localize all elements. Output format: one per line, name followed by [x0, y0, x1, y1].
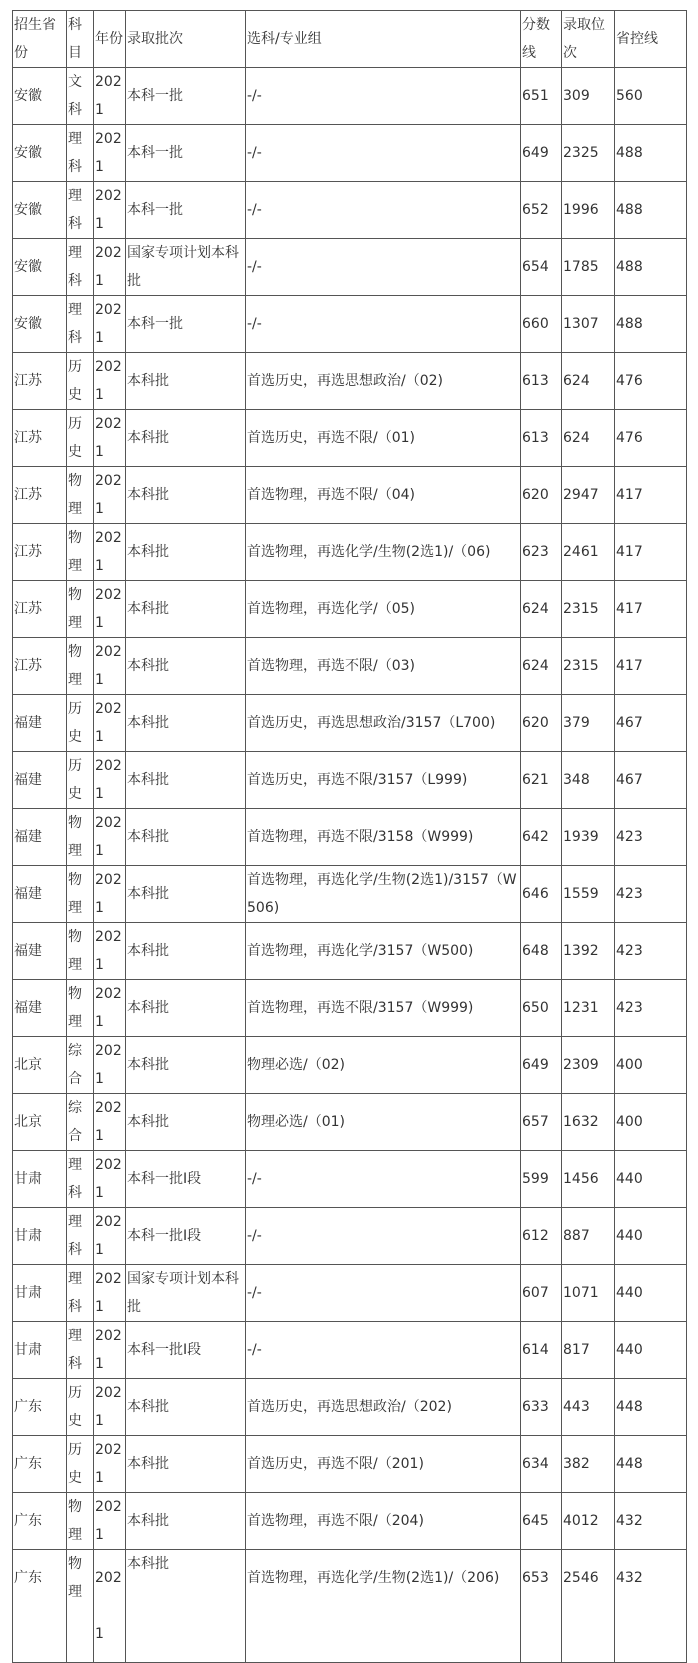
cell-batch: 国家专项计划本科批 — [126, 1265, 246, 1322]
cell-subject-group: 首选历史，再选不限/3157（L999) — [246, 752, 521, 809]
cell-provincial-control-line: 417 — [615, 638, 687, 695]
cell-year: 2021 — [94, 1265, 126, 1322]
cell-batch: 本科一批 — [126, 182, 246, 239]
cell-subject-group: 首选历史，再选不限/（201) — [246, 1436, 521, 1493]
cell-province: 甘肃 — [13, 1151, 67, 1208]
table-row — [13, 923, 687, 980]
cell-subject-group: -/- — [246, 1265, 521, 1322]
cell-provincial-control-line: 423 — [615, 980, 687, 1037]
cell-rank: 2315 — [562, 638, 615, 695]
table-row — [13, 68, 687, 125]
cell-year: 2021 — [94, 581, 126, 638]
cell-year: 2021 — [94, 68, 126, 125]
cell-provincial-control-line: 448 — [615, 1379, 687, 1436]
cell-subject-group: 首选物理，再选不限/（04) — [246, 467, 521, 524]
cell-province: 安徽 — [13, 182, 67, 239]
cell-year: 2021 — [94, 1436, 126, 1493]
cell-score-line: 612 — [521, 1208, 562, 1265]
cell-provincial-control-line: 440 — [615, 1151, 687, 1208]
cell-subject: 文科 — [67, 68, 94, 125]
table-row — [13, 467, 687, 524]
cell-subject-group: 首选历史，再选思想政治/（202) — [246, 1379, 521, 1436]
cell-subject-group: 首选历史，再选思想政治/（02) — [246, 353, 521, 410]
table-row — [13, 1094, 687, 1151]
cell-subject: 历史 — [67, 1436, 94, 1493]
cell-province: 江苏 — [13, 524, 67, 581]
table-row — [13, 1322, 687, 1379]
cell-score-line: 642 — [521, 809, 562, 866]
cell-year: 2021 — [94, 1379, 126, 1436]
cell-batch: 本科一批 — [126, 125, 246, 182]
cell-subject-group: 物理必选/（01) — [246, 1094, 521, 1151]
cell-batch: 本科批 — [126, 809, 246, 866]
cell-subject-group: -/- — [246, 1151, 521, 1208]
header-subject: 科目 — [67, 11, 94, 68]
cell-score-line: 621 — [521, 752, 562, 809]
cell-year: 2021 — [94, 1493, 126, 1550]
cell-batch: 本科批 — [126, 467, 246, 524]
cell-year: 2021 — [94, 1151, 126, 1208]
cell-provincial-control-line: 488 — [615, 296, 687, 353]
cell-provincial-control-line: 423 — [615, 923, 687, 980]
cell-subject-group: -/- — [246, 1322, 521, 1379]
cell-subject: 理科 — [67, 239, 94, 296]
table-row — [13, 581, 687, 638]
cell-province: 安徽 — [13, 296, 67, 353]
cell-rank: 309 — [562, 68, 615, 125]
cell-year: 2021 — [94, 182, 126, 239]
header-score-line: 分数线 — [521, 11, 562, 68]
cell-provincial-control-line: 448 — [615, 1436, 687, 1493]
cell-year: 2021 — [94, 1550, 126, 1663]
cell-score-line: 599 — [521, 1151, 562, 1208]
cell-province: 江苏 — [13, 638, 67, 695]
cell-subject: 历史 — [67, 752, 94, 809]
cell-batch: 本科批 — [126, 923, 246, 980]
cell-subject-group: -/- — [246, 296, 521, 353]
cell-rank: 1307 — [562, 296, 615, 353]
cell-score-line: 649 — [521, 1037, 562, 1094]
cell-score-line: 620 — [521, 695, 562, 752]
cell-province: 江苏 — [13, 467, 67, 524]
cell-subject: 物理 — [67, 866, 94, 923]
cell-province: 福建 — [13, 866, 67, 923]
cell-province: 安徽 — [13, 68, 67, 125]
cell-batch: 本科批 — [126, 695, 246, 752]
cell-province: 福建 — [13, 980, 67, 1037]
table-row — [13, 1493, 687, 1550]
cell-rank: 817 — [562, 1322, 615, 1379]
table-row — [13, 1436, 687, 1493]
table-row — [13, 1550, 687, 1663]
table-row — [13, 752, 687, 809]
cell-subject: 物理 — [67, 467, 94, 524]
cell-score-line: 634 — [521, 1436, 562, 1493]
cell-rank: 1632 — [562, 1094, 615, 1151]
cell-province: 福建 — [13, 809, 67, 866]
cell-subject-group: 首选历史，再选不限/（01) — [246, 410, 521, 467]
cell-provincial-control-line: 488 — [615, 125, 687, 182]
cell-score-line: 645 — [521, 1493, 562, 1550]
cell-batch: 本科批 — [126, 1436, 246, 1493]
cell-batch: 本科批 — [126, 752, 246, 809]
table-row — [13, 410, 687, 467]
cell-score-line: 614 — [521, 1322, 562, 1379]
cell-batch: 本科一批 — [126, 296, 246, 353]
cell-province: 江苏 — [13, 353, 67, 410]
cell-batch: 本科批 — [126, 410, 246, 467]
cell-rank: 379 — [562, 695, 615, 752]
cell-rank: 1231 — [562, 980, 615, 1037]
cell-subject: 物理 — [67, 980, 94, 1037]
header-subject-group: 选科/专业组 — [246, 11, 521, 68]
cell-rank: 1559 — [562, 866, 615, 923]
cell-subject: 物理 — [67, 923, 94, 980]
cell-provincial-control-line: 423 — [615, 866, 687, 923]
header-batch: 录取批次 — [126, 11, 246, 68]
cell-year: 2021 — [94, 866, 126, 923]
cell-year: 2021 — [94, 239, 126, 296]
cell-batch: 本科批 — [126, 1550, 246, 1663]
cell-score-line: 652 — [521, 182, 562, 239]
table-row — [13, 638, 687, 695]
table-header-row — [13, 11, 687, 68]
cell-rank: 1939 — [562, 809, 615, 866]
cell-batch: 本科批 — [126, 1037, 246, 1094]
cell-year: 2021 — [94, 638, 126, 695]
cell-rank: 2947 — [562, 467, 615, 524]
cell-year: 2021 — [94, 1094, 126, 1151]
cell-year: 2021 — [94, 923, 126, 980]
cell-rank: 1071 — [562, 1265, 615, 1322]
cell-subject: 综合 — [67, 1037, 94, 1094]
table-row — [13, 239, 687, 296]
cell-province: 北京 — [13, 1037, 67, 1094]
cell-subject: 理科 — [67, 1208, 94, 1265]
cell-provincial-control-line: 417 — [615, 524, 687, 581]
cell-subject-group: -/- — [246, 182, 521, 239]
table-row — [13, 353, 687, 410]
cell-province: 甘肃 — [13, 1208, 67, 1265]
cell-subject: 历史 — [67, 353, 94, 410]
table-row — [13, 809, 687, 866]
cell-year: 2021 — [94, 695, 126, 752]
table-row — [13, 125, 687, 182]
cell-province: 福建 — [13, 923, 67, 980]
cell-year: 2021 — [94, 410, 126, 467]
cell-rank: 1456 — [562, 1151, 615, 1208]
cell-provincial-control-line: 488 — [615, 182, 687, 239]
cell-subject: 历史 — [67, 410, 94, 467]
cell-score-line: 654 — [521, 239, 562, 296]
cell-rank: 2309 — [562, 1037, 615, 1094]
cell-year: 2021 — [94, 980, 126, 1037]
table-row — [13, 296, 687, 353]
cell-batch: 本科一批I段 — [126, 1151, 246, 1208]
header-rank: 录取位次 — [562, 11, 615, 68]
cell-provincial-control-line: 476 — [615, 410, 687, 467]
cell-subject-group: 首选物理，再选不限/3158（W999) — [246, 809, 521, 866]
cell-subject-group: 首选物理，再选化学/（05) — [246, 581, 521, 638]
cell-batch: 本科批 — [126, 524, 246, 581]
cell-batch: 本科批 — [126, 1379, 246, 1436]
cell-province: 甘肃 — [13, 1322, 67, 1379]
cell-provincial-control-line: 467 — [615, 752, 687, 809]
cell-rank: 1996 — [562, 182, 615, 239]
cell-score-line: 633 — [521, 1379, 562, 1436]
cell-subject-group: 首选物理，再选不限/（03) — [246, 638, 521, 695]
cell-province: 广东 — [13, 1436, 67, 1493]
cell-score-line: 649 — [521, 125, 562, 182]
cell-subject: 物理 — [67, 1493, 94, 1550]
cell-batch: 本科一批I段 — [126, 1208, 246, 1265]
cell-batch: 本科批 — [126, 866, 246, 923]
cell-batch: 本科一批 — [126, 68, 246, 125]
cell-subject-group: -/- — [246, 1208, 521, 1265]
cell-provincial-control-line: 467 — [615, 695, 687, 752]
cell-subject: 物理 — [67, 581, 94, 638]
cell-rank: 2546 — [562, 1550, 615, 1663]
cell-provincial-control-line: 440 — [615, 1208, 687, 1265]
cell-provincial-control-line: 440 — [615, 1322, 687, 1379]
cell-subject-group: 物理必选/（02) — [246, 1037, 521, 1094]
cell-year: 2021 — [94, 296, 126, 353]
cell-batch: 本科批 — [126, 1094, 246, 1151]
table-row — [13, 1208, 687, 1265]
cell-subject-group: -/- — [246, 68, 521, 125]
cell-score-line: 657 — [521, 1094, 562, 1151]
cell-province: 甘肃 — [13, 1265, 67, 1322]
table-body — [13, 11, 687, 1663]
cell-score-line: 653 — [521, 1550, 562, 1663]
cell-rank: 2461 — [562, 524, 615, 581]
cell-year: 2021 — [94, 524, 126, 581]
cell-year: 2021 — [94, 467, 126, 524]
table-row — [13, 695, 687, 752]
cell-provincial-control-line: 476 — [615, 353, 687, 410]
cell-year: 2021 — [94, 1208, 126, 1265]
cell-year: 2021 — [94, 353, 126, 410]
cell-subject-group: -/- — [246, 125, 521, 182]
cell-provincial-control-line: 400 — [615, 1094, 687, 1151]
table-row — [13, 182, 687, 239]
cell-subject: 理科 — [67, 1151, 94, 1208]
cell-year: 2021 — [94, 752, 126, 809]
cell-subject: 综合 — [67, 1094, 94, 1151]
cell-batch: 本科一批I段 — [126, 1322, 246, 1379]
cell-subject-group: 首选物理，再选化学/生物(2选1)/3157（W506) — [246, 866, 521, 923]
cell-score-line: 648 — [521, 923, 562, 980]
cell-year: 2021 — [94, 125, 126, 182]
cell-provincial-control-line: 488 — [615, 239, 687, 296]
cell-rank: 624 — [562, 353, 615, 410]
cell-subject-group: 首选物理，再选不限/3157（W999) — [246, 980, 521, 1037]
cell-year: 2021 — [94, 1322, 126, 1379]
cell-province: 福建 — [13, 752, 67, 809]
cell-subject: 历史 — [67, 1379, 94, 1436]
cell-rank: 382 — [562, 1436, 615, 1493]
cell-score-line: 660 — [521, 296, 562, 353]
cell-score-line: 613 — [521, 353, 562, 410]
cell-provincial-control-line: 423 — [615, 809, 687, 866]
header-province: 招生省份 — [13, 11, 67, 68]
cell-batch: 国家专项计划本科批 — [126, 239, 246, 296]
cell-batch: 本科批 — [126, 980, 246, 1037]
cell-score-line: 646 — [521, 866, 562, 923]
cell-score-line: 624 — [521, 638, 562, 695]
cell-rank: 1392 — [562, 923, 615, 980]
cell-province: 江苏 — [13, 581, 67, 638]
cell-rank: 348 — [562, 752, 615, 809]
cell-province: 福建 — [13, 695, 67, 752]
table-row — [13, 866, 687, 923]
cell-score-line: 623 — [521, 524, 562, 581]
cell-subject-group: -/- — [246, 239, 521, 296]
cell-score-line: 651 — [521, 68, 562, 125]
cell-score-line: 620 — [521, 467, 562, 524]
cell-provincial-control-line: 560 — [615, 68, 687, 125]
header-provincial-control-line: 省控线 — [615, 11, 687, 68]
cell-subject: 理科 — [67, 125, 94, 182]
cell-year: 2021 — [94, 809, 126, 866]
cell-rank: 1785 — [562, 239, 615, 296]
cell-batch: 本科批 — [126, 581, 246, 638]
cell-province: 广东 — [13, 1550, 67, 1663]
cell-subject: 物理 — [67, 524, 94, 581]
cell-provincial-control-line: 432 — [615, 1493, 687, 1550]
cell-provincial-control-line: 440 — [615, 1265, 687, 1322]
cell-subject: 物理 — [67, 1550, 94, 1663]
cell-batch: 本科批 — [126, 1493, 246, 1550]
cell-rank: 624 — [562, 410, 615, 467]
cell-subject: 理科 — [67, 1265, 94, 1322]
cell-rank: 2315 — [562, 581, 615, 638]
table-row — [13, 1265, 687, 1322]
cell-subject: 理科 — [67, 296, 94, 353]
cell-score-line: 613 — [521, 410, 562, 467]
table-row — [13, 1151, 687, 1208]
cell-subject-group: 首选物理，再选化学/3157（W500) — [246, 923, 521, 980]
cell-subject: 理科 — [67, 182, 94, 239]
cell-province: 安徽 — [13, 239, 67, 296]
cell-year: 2021 — [94, 1037, 126, 1094]
cell-province: 江苏 — [13, 410, 67, 467]
cell-subject: 物理 — [67, 809, 94, 866]
cell-rank: 887 — [562, 1208, 615, 1265]
cell-provincial-control-line: 432 — [615, 1550, 687, 1663]
cell-subject-group: 首选物理，再选化学/生物(2选1)/（206) — [246, 1550, 521, 1663]
table-row — [13, 980, 687, 1037]
cell-subject-group: 首选物理，再选不限/（204) — [246, 1493, 521, 1550]
cell-subject-group: 首选物理，再选化学/生物(2选1)/（06) — [246, 524, 521, 581]
cell-score-line: 650 — [521, 980, 562, 1037]
admission-scores-table — [12, 10, 687, 1663]
cell-batch: 本科批 — [126, 638, 246, 695]
table-row — [13, 1379, 687, 1436]
cell-provincial-control-line: 417 — [615, 467, 687, 524]
table-row — [13, 524, 687, 581]
cell-province: 北京 — [13, 1094, 67, 1151]
cell-rank: 443 — [562, 1379, 615, 1436]
cell-batch: 本科批 — [126, 353, 246, 410]
cell-province: 广东 — [13, 1493, 67, 1550]
table-row — [13, 1037, 687, 1094]
cell-province: 安徽 — [13, 125, 67, 182]
cell-province: 广东 — [13, 1379, 67, 1436]
cell-subject-group: 首选历史，再选思想政治/3157（L700) — [246, 695, 521, 752]
cell-rank: 4012 — [562, 1493, 615, 1550]
header-year: 年份 — [94, 11, 126, 68]
cell-provincial-control-line: 417 — [615, 581, 687, 638]
cell-score-line: 607 — [521, 1265, 562, 1322]
cell-provincial-control-line: 400 — [615, 1037, 687, 1094]
cell-subject: 历史 — [67, 695, 94, 752]
cell-subject: 物理 — [67, 638, 94, 695]
cell-subject: 理科 — [67, 1322, 94, 1379]
cell-score-line: 624 — [521, 581, 562, 638]
cell-rank: 2325 — [562, 125, 615, 182]
